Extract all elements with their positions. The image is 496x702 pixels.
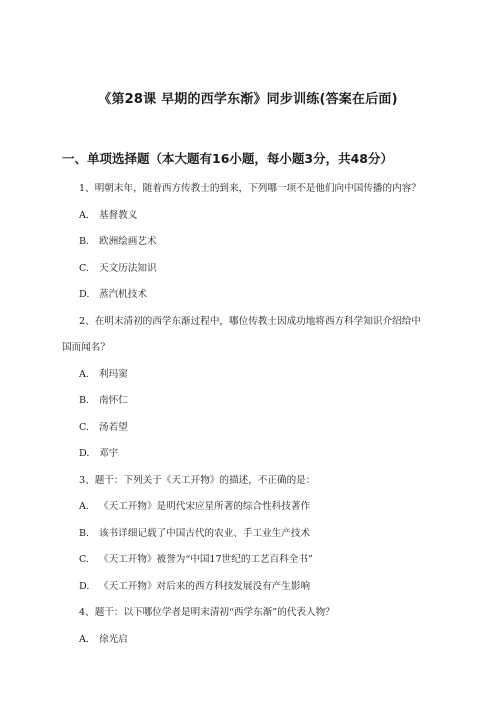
answer-option <box>79 236 157 248</box>
option-text: 天文历法知识 <box>99 263 157 274</box>
answer-option <box>79 395 128 407</box>
option-text: 基督教义 <box>99 210 138 221</box>
answer-option <box>79 528 310 540</box>
option-letter: C. <box>79 263 90 274</box>
option-letter: A. <box>79 369 89 380</box>
answer-option <box>79 554 313 566</box>
option-text: 《天工开物》是明代宋应星所著的综合性科技著作 <box>99 501 311 512</box>
answer-option <box>79 501 310 513</box>
option-text: 蒸汽机技术 <box>99 289 147 300</box>
answer-option <box>79 289 147 301</box>
option-letter: C. <box>79 554 90 565</box>
option-letter: A. <box>79 634 89 645</box>
option-letter: A. <box>79 210 89 221</box>
option-text: 《天工开物》对后来的西方科技发展没有产生影响 <box>99 581 311 592</box>
option-text: 徐光启 <box>99 634 128 645</box>
answer-option <box>79 581 310 593</box>
answer-option <box>79 263 157 275</box>
question-stem: 1、明朝末年，随着西方传教士的到来，下列哪一项不是他们向中国传播的内容？ <box>79 183 421 194</box>
option-text: 利玛窦 <box>99 369 128 380</box>
question-stem: 3、题干：下列关于《天工开物》的描述，不正确的是： <box>79 475 316 486</box>
answer-option <box>79 210 137 222</box>
answer-option <box>79 634 128 646</box>
question-stem: 4、题干：以下哪位学者是明末清初“西学东渐”的代表人物？ <box>79 607 335 618</box>
answer-option <box>79 369 128 381</box>
option-letter: A. <box>79 501 89 512</box>
option-text: 《天工开物》被誉为“中国17世纪的工艺百科全书” <box>99 554 313 565</box>
question-stem: 2、在明末清初的西学东渐过程中，哪位传教士因成功地将西方科学知识介绍给中 <box>79 316 421 327</box>
question-stem-continued: 国而闻名？ <box>62 342 110 353</box>
option-letter: B. <box>79 395 90 406</box>
document-title: 《第28课 早期的西学东渐》同步训练(答案在后面) <box>98 92 398 107</box>
option-text: 南怀仁 <box>99 395 128 406</box>
option-letter: C. <box>79 422 90 433</box>
answer-option <box>79 422 128 434</box>
option-text: 该书详细记载了中国古代的农业、手工业生产技术 <box>99 528 311 539</box>
option-text: 邓宇 <box>99 448 119 459</box>
option-text: 汤若望 <box>99 422 128 433</box>
option-letter: B. <box>79 528 90 539</box>
option-letter: D. <box>79 289 90 300</box>
option-letter: D. <box>79 448 90 459</box>
option-letter: D. <box>79 581 90 592</box>
option-letter: B. <box>79 236 90 247</box>
section-heading: 一、单项选择题（本大题有16小题，每小题3分，共48分） <box>62 151 393 166</box>
answer-option <box>79 448 118 460</box>
option-text: 欧洲绘画艺术 <box>99 236 157 247</box>
